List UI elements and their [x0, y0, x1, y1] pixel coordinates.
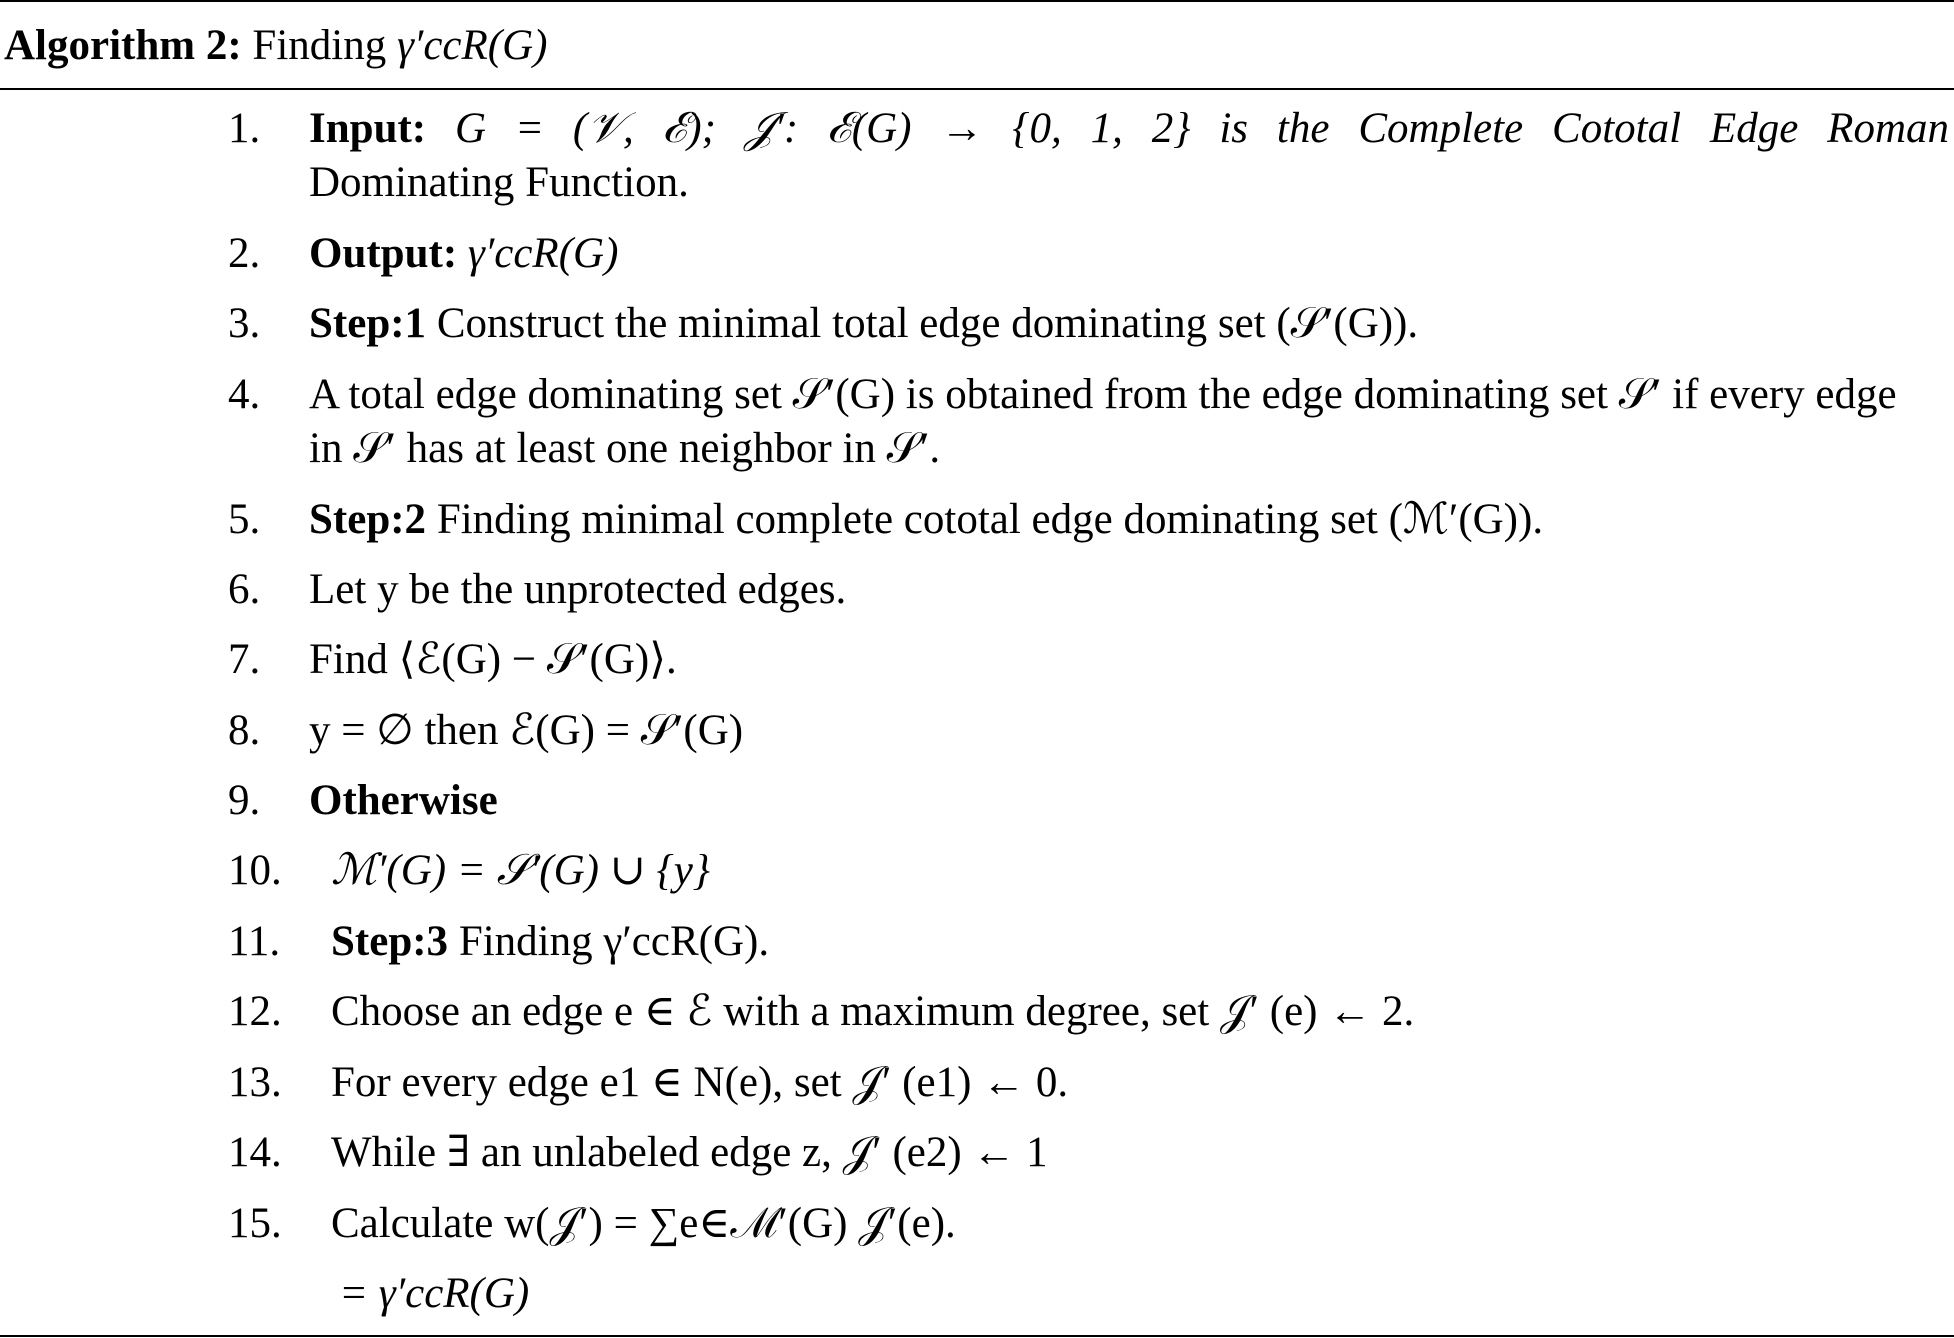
step-keyword: Input: — [309, 105, 427, 152]
step-number: 8. — [228, 707, 261, 754]
step-text: For every edge e1 ∈ N(e), set 𝒥′ (e1) ← 0. — [331, 1059, 1069, 1106]
step-keyword: Output: — [309, 230, 458, 277]
step-text-continued: = γ′ccR(G) — [339, 1270, 530, 1317]
step-text: Choose an edge e ∈ ℰ with a maximum degree, set 𝒥′ (e) ← 2. — [331, 988, 1415, 1035]
step-number: 7. — [228, 636, 261, 683]
step-keyword: Otherwise — [309, 777, 498, 824]
step-number: 1. — [228, 105, 261, 152]
step-keyword: Step:2 — [309, 496, 427, 543]
step-number: 5. — [228, 496, 261, 543]
step-body: G = (𝒱, ℰ); 𝒥′: ℰ(G) → {0, 1, 2} is the Complete Cototal Edge Roman — [455, 105, 1950, 152]
step-body: Finding γ′ccR(G). — [458, 918, 770, 965]
step-text: Calculate w(𝒥′) = ∑e∈ℳ′(G) 𝒥′(e). — [331, 1200, 956, 1247]
step-text — [331, 914, 769, 970]
step-number: 15. — [228, 1200, 282, 1247]
step-text: Find ⟨ℰ(G) − 𝒮′(G)⟩. — [309, 636, 677, 683]
step-text-continued: Dominating Function. — [309, 159, 689, 206]
top-rule — [0, 0, 1954, 2]
step-text: ℳ′(G) = 𝒮′(G) ∪ {y} — [331, 847, 710, 894]
step-body: Construct the minimal total edge dominating set (𝒮′(G)). — [436, 300, 1419, 347]
step-text: While ∃ an unlabeled edge z, 𝒥′ (e2) ← 1 — [331, 1129, 1048, 1176]
header-rule — [0, 88, 1954, 90]
step-body: Finding minimal complete cototal edge dominating set (ℳ′(G)). — [436, 496, 1544, 543]
algorithm-title-math: γ′ccR(G) — [396, 22, 548, 69]
step-text: y = ∅ then ℰ(G) = 𝒮′(G) — [309, 707, 744, 754]
step-keyword: Step:1 — [309, 300, 427, 347]
step-number: 3. — [228, 300, 261, 347]
bottom-rule — [0, 1335, 1954, 1337]
step-number: 13. — [228, 1059, 282, 1106]
step-number: 6. — [228, 566, 261, 613]
step-text — [309, 101, 1949, 157]
step-text: A total edge dominating set 𝒮′(G) is obtained from the edge dominating set 𝒮′ if every edge — [309, 371, 1897, 418]
step-number: 9. — [228, 777, 261, 824]
step-number: 4. — [228, 371, 261, 418]
step-text-continued: in 𝒮′ has at least one neighbor in 𝒮′. — [309, 425, 941, 472]
step-text: Let y be the unprotected edges. — [309, 566, 847, 613]
step-number: 2. — [228, 230, 261, 277]
algorithm-title-text: Finding — [252, 22, 387, 69]
step-number: 11. — [228, 918, 281, 965]
step-text — [309, 492, 1543, 548]
step-number: 10. — [228, 847, 282, 894]
step-body: γ′ccR(G) — [467, 230, 619, 277]
step-text — [309, 226, 618, 282]
algorithm-label: Algorithm 2: — [4, 22, 242, 69]
step-keyword: Step:3 — [331, 918, 449, 965]
step-number: 14. — [228, 1129, 282, 1176]
algorithm-title — [4, 16, 547, 76]
step-number: 12. — [228, 988, 282, 1035]
step-text — [309, 296, 1418, 352]
